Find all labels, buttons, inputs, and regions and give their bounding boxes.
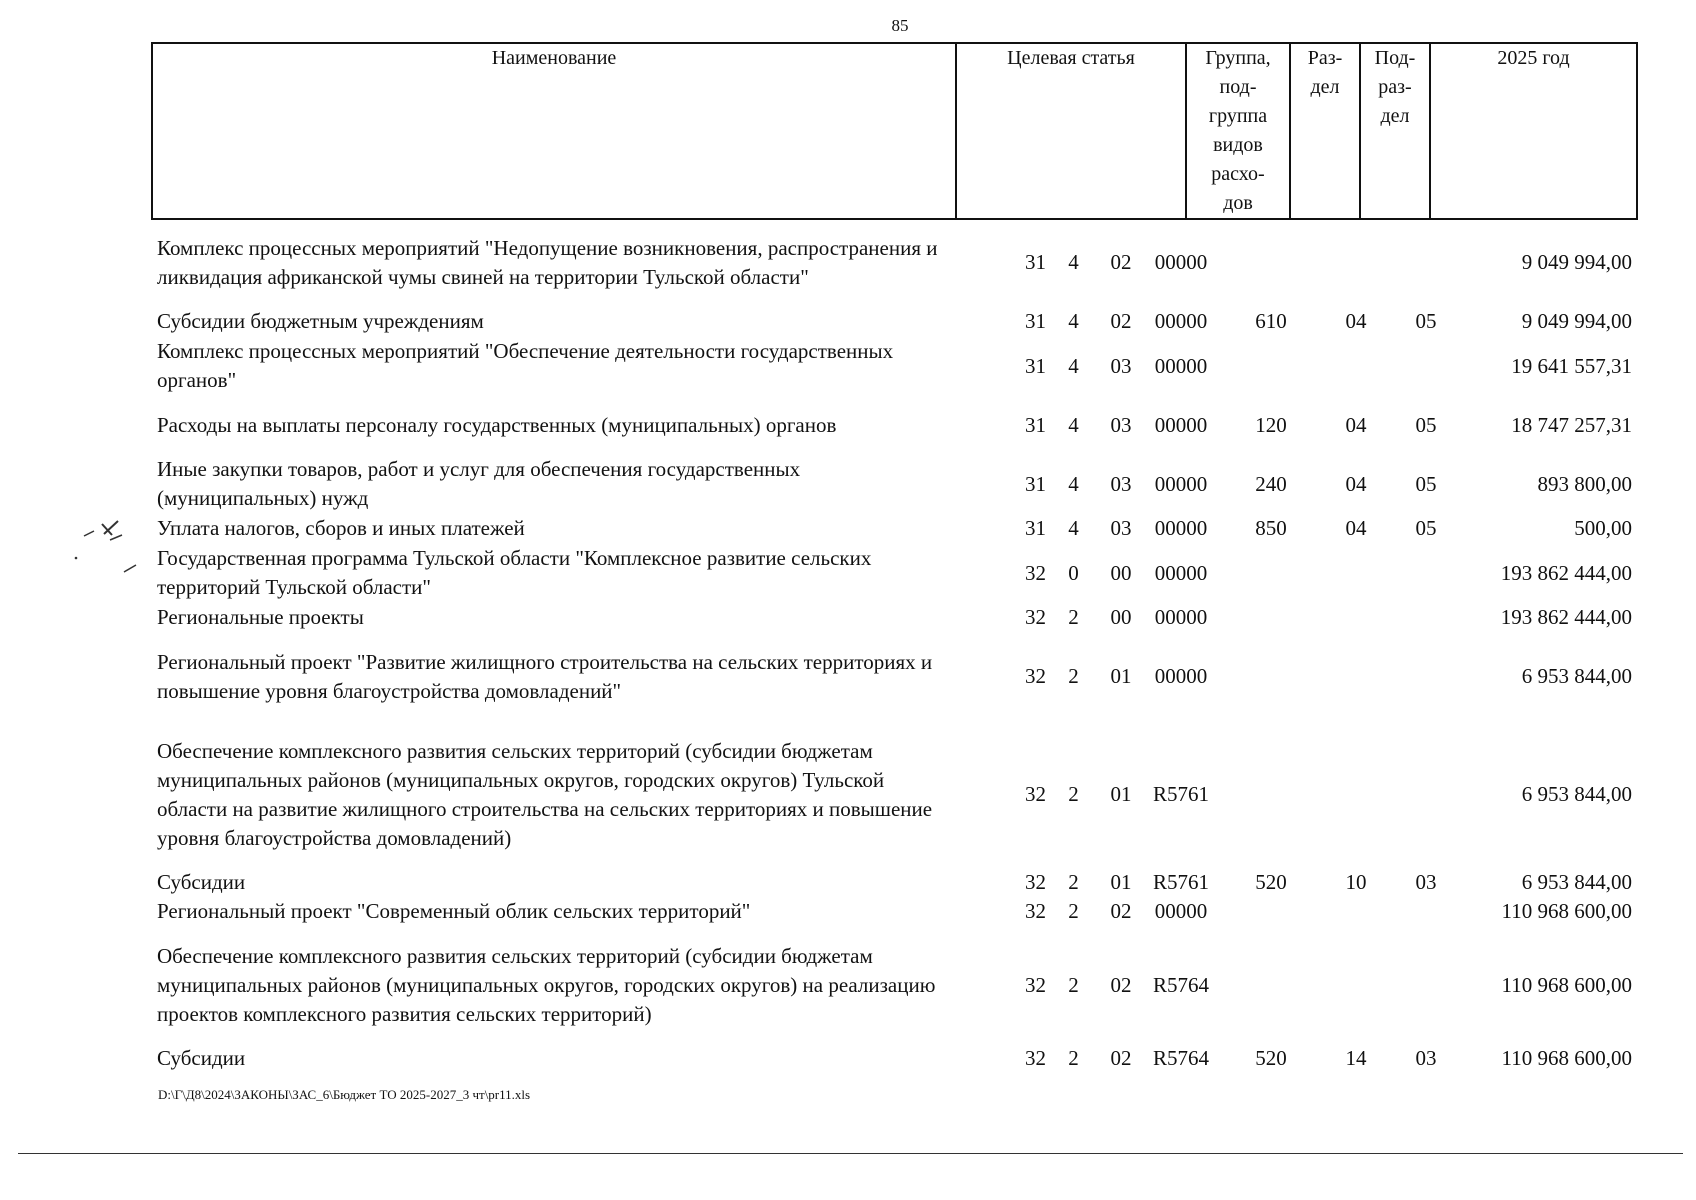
row-target-program: 31 <box>1025 309 1046 333</box>
header-year: 2025 год <box>1430 43 1637 219</box>
row-amount: 9 049 994,00 <box>1521 250 1632 274</box>
row-target-program: 32 <box>1025 972 1046 997</box>
row-amount: 193 862 444,00 <box>1500 560 1632 585</box>
row-target-type: 2 <box>1068 1046 1079 1070</box>
row-target-direction: R5764 <box>1152 1046 1209 1070</box>
table-row <box>151 632 1636 721</box>
header-target-article: Целевая статья <box>956 43 1186 219</box>
row-amount: 9 049 994,00 <box>1521 309 1632 333</box>
row-target-direction: R5761 <box>1152 782 1209 806</box>
row-section: 04 <box>1345 309 1367 333</box>
row-target-event: 03 <box>1110 412 1132 437</box>
row-target-event: 01 <box>1110 664 1132 688</box>
table-row <box>151 454 1636 514</box>
row-target-direction: 00000 <box>1154 309 1208 333</box>
row-name: Государственная программа Тульской области "Комплексное развитие сельских территорий Тульской области" <box>157 546 872 599</box>
row-target-event: 03 <box>1110 471 1132 496</box>
row-target-type: 2 <box>1068 972 1079 997</box>
header-name: Наименование <box>152 43 956 219</box>
table-row <box>151 897 1636 926</box>
row-target-type: 0 <box>1068 560 1079 585</box>
row-target-direction: R5764 <box>1152 972 1209 997</box>
header-expense-group: Группа, под- группа видов расхо- дов <box>1186 43 1290 219</box>
file-path-footer: D:\Г\Д8\2024\ЗАКОНЫ\ЗАС_6\Бюджет ТО 2025-2027_3 чт\pr11.xls <box>158 1087 531 1102</box>
row-target-type: 2 <box>1068 664 1079 688</box>
row-target-type: 2 <box>1068 870 1079 894</box>
row-amount: 6 953 844,00 <box>1521 664 1632 688</box>
row-target-program: 32 <box>1025 1046 1046 1070</box>
row-name: Субсидии <box>157 870 246 894</box>
row-expense-group: 850 <box>1255 516 1287 540</box>
table-row <box>151 514 1636 543</box>
page-number: 85 <box>891 16 909 35</box>
row-name: Субсидии бюджетным учреждениям <box>157 309 484 333</box>
row-target-program: 31 <box>1025 471 1046 496</box>
row-expense-group: 610 <box>1255 309 1287 333</box>
row-target-event: 00 <box>1110 605 1132 629</box>
row-subsection: 05 <box>1415 309 1437 333</box>
row-target-type: 4 <box>1068 412 1079 437</box>
table-row <box>151 868 1636 897</box>
row-target-direction: 00000 <box>1154 516 1208 540</box>
row-target-program: 32 <box>1025 782 1046 806</box>
table-row <box>151 603 1636 632</box>
row-target-direction: 00000 <box>1154 664 1208 688</box>
handwritten-margin-marks <box>60 512 170 592</box>
row-amount: 110 968 600,00 <box>1501 1046 1632 1070</box>
table-row <box>151 307 1636 336</box>
row-target-direction: 00000 <box>1154 560 1208 585</box>
row-amount: 19 641 557,31 <box>1511 353 1632 378</box>
row-amount: 6 953 844,00 <box>1521 870 1632 894</box>
row-name: Комплекс процессных мероприятий "Недопущение возникновения, распространения и ликвидация африканской чумы свиней на территории Тульской области" <box>157 235 938 289</box>
row-target-event: 02 <box>1110 972 1132 997</box>
row-target-event: 02 <box>1110 250 1132 274</box>
row-target-direction: 00000 <box>1154 605 1208 629</box>
table-row <box>151 543 1636 603</box>
header-section: Раз- дел <box>1290 43 1360 219</box>
row-target-direction: 00000 <box>1154 412 1208 437</box>
row-amount: 193 862 444,00 <box>1500 605 1632 629</box>
row-target-event: 02 <box>1110 1046 1132 1070</box>
row-target-program: 31 <box>1025 250 1046 274</box>
row-target-type: 2 <box>1068 899 1079 923</box>
row-target-program: 31 <box>1025 516 1046 540</box>
row-amount: 6 953 844,00 <box>1521 782 1632 806</box>
row-target-event: 03 <box>1110 516 1132 540</box>
row-amount: 18 747 257,31 <box>1511 412 1632 437</box>
table-row <box>151 336 1636 396</box>
row-target-program: 31 <box>1025 412 1046 437</box>
row-target-event: 03 <box>1110 353 1132 378</box>
row-expense-group: 120 <box>1255 412 1287 437</box>
row-subsection: 05 <box>1415 412 1437 437</box>
row-name: Расходы на выплаты персоналу государственных (муниципальных) органов <box>157 412 837 437</box>
row-name: Региональный проект "Развитие жилищного строительства на сельских территориях и повышение уровня благоустройства домовладений" <box>157 649 933 703</box>
table-row <box>151 1044 1636 1073</box>
row-section: 10 <box>1345 870 1367 894</box>
row-section: 04 <box>1345 471 1367 496</box>
header-subsection: Под- раз- дел <box>1360 43 1430 219</box>
row-target-direction: 00000 <box>1154 899 1208 923</box>
row-target-program: 32 <box>1025 605 1046 629</box>
table-header <box>151 42 1638 220</box>
table-row <box>151 721 1636 868</box>
row-target-type: 2 <box>1068 605 1079 629</box>
row-name: Обеспечение комплексного развития сельских территорий (субсидии бюджетам муниципальных районов (муниципальных округов, городских округов) Тульской области на развитие жилищного строительства на сельских территориях и повышение уровня благоустройства домовладений) <box>157 738 933 850</box>
row-target-program: 32 <box>1025 560 1046 585</box>
row-expense-group: 520 <box>1255 870 1287 894</box>
row-target-type: 2 <box>1068 782 1079 806</box>
row-expense-group: 240 <box>1255 471 1287 496</box>
table-row <box>151 926 1636 1044</box>
row-target-program: 31 <box>1025 353 1046 378</box>
row-name: Региональные проекты <box>157 605 364 629</box>
row-subsection: 05 <box>1415 471 1437 496</box>
page-bottom-rule <box>18 1153 1683 1154</box>
row-amount: 110 968 600,00 <box>1501 972 1632 997</box>
row-target-type: 4 <box>1068 309 1079 333</box>
row-expense-group: 520 <box>1255 1046 1287 1070</box>
row-target-program: 32 <box>1025 870 1046 894</box>
table-body <box>151 218 1636 1073</box>
row-target-type: 4 <box>1068 516 1079 540</box>
row-target-program: 32 <box>1025 664 1046 688</box>
row-amount: 110 968 600,00 <box>1501 899 1632 923</box>
row-name: Уплата налогов, сборов и иных платежей <box>157 516 525 540</box>
row-subsection: 05 <box>1415 516 1437 540</box>
row-name: Обеспечение комплексного развития сельских территорий (субсидии бюджетам муниципальных районов (муниципальных округов, городских округов) на реализацию проектов комплексного развития сельских территорий) <box>157 943 936 1026</box>
row-target-direction: 00000 <box>1154 353 1208 378</box>
row-target-type: 4 <box>1068 353 1079 378</box>
table-row <box>151 218 1636 307</box>
row-section: 14 <box>1345 1046 1367 1070</box>
row-subsection: 03 <box>1415 1046 1437 1070</box>
row-amount: 893 800,00 <box>1537 471 1632 496</box>
row-name: Комплекс процессных мероприятий "Обеспечение деятельности государственных органов" <box>157 339 894 392</box>
row-target-event: 01 <box>1110 870 1132 894</box>
row-target-program: 32 <box>1025 899 1046 923</box>
row-target-event: 01 <box>1110 782 1132 806</box>
row-target-type: 4 <box>1068 471 1079 496</box>
row-section: 04 <box>1345 516 1367 540</box>
row-target-direction: 00000 <box>1154 250 1208 274</box>
row-target-event: 00 <box>1110 560 1132 585</box>
row-target-direction: R5761 <box>1152 870 1209 894</box>
row-target-type: 4 <box>1068 250 1079 274</box>
table-row <box>151 396 1636 454</box>
row-name: Субсидии <box>157 1046 246 1070</box>
row-amount: 500,00 <box>1574 516 1632 540</box>
row-subsection: 03 <box>1415 870 1437 894</box>
row-name: Иные закупки товаров, работ и услуг для обеспечения государственных (муниципальных) нужд <box>157 457 801 510</box>
row-target-event: 02 <box>1110 899 1132 923</box>
row-name: Региональный проект "Современный облик сельских территорий" <box>157 899 751 923</box>
row-target-direction: 00000 <box>1154 471 1208 496</box>
row-target-event: 02 <box>1110 309 1132 333</box>
row-section: 04 <box>1345 412 1367 437</box>
